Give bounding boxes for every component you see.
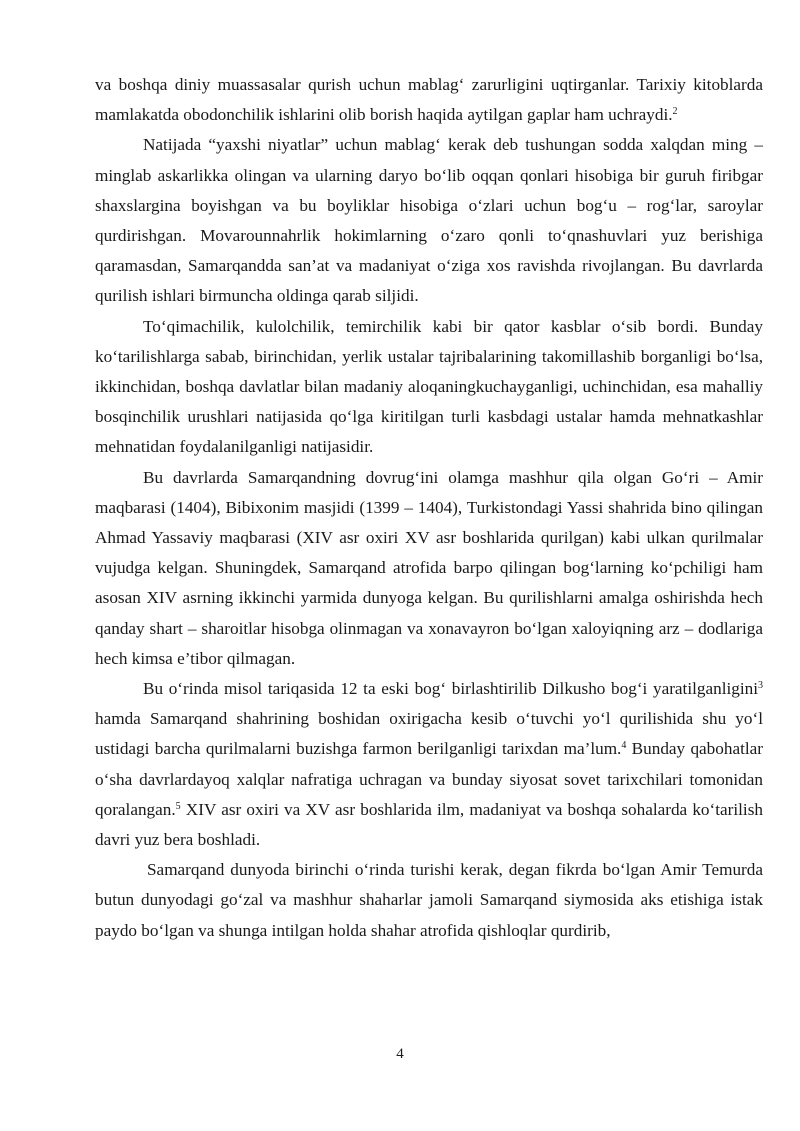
paragraph-4: Bu davrlarda Samarqandning dovrug‘ini olamga mashhur qila olgan Go‘ri – Amir maqbarasi (1404), Bibixonim masjidi (1399 – 1404), Turkistondagi Yassi shahrida bino qilingan Ahmad Yassaviy maqbarasi (XIV asr oxiri XV asr boshlarida qurilgan) kabi ulkan qurilmalar vujudga kelgan. Shuningdek, Samarqand atrofida barpo qilingan bog‘larning ko‘pchiligi ham asosan XIV asrning ikkinchi yarmida dunyoga kelgan. Bu qurilishlarni amalga oshirishda hech qanday shart – sharoitlar hisobga olinmagan va xonavayron bo‘lgan xaloyiqning arz – dodlariga hech kimsa e’tibor qilmagan. — [95, 467, 763, 668]
paragraph-5-text-d: XIV asr oxiri va XV asr boshlarida ilm, madaniyat va boshqa sohalarda ko‘tarilish davri yuz bera boshladi. — [95, 799, 763, 850]
footnote-ref-5[interactable]: 5 — [175, 800, 181, 812]
footnote-ref-3[interactable]: 3 — [758, 680, 763, 692]
paragraph-5 — [95, 674, 763, 855]
paragraph-5-text-a: Bu o‘rinda misol tariqasida 12 ta eski bog‘ birlashtirilib Dilkusho bog‘i yaratilganligini — [143, 679, 758, 699]
paragraph-3: To‘qimachilik, kulolchilik, temirchilik kabi bir qator kasblar o‘sib bordi. Bunday ko‘tarilishlarga sabab, birinchidan, yerlik ustalar tajribalarining takomillashib borganligi bo‘lsa, ikkinchidan, boshqa davlatlar bilan madaniy aloqaningkuchayganligi, uchinchidan, esa mahalliy bosqinchilik urushlari natijasida qo‘lga kiritilgan turli kasbdagi ustalar hamda mehnatkashlar mehnatidan foydalanilganligi natijasidir. — [95, 316, 763, 457]
footnote-ref-4[interactable]: 4 — [621, 740, 627, 752]
paragraph-5-text-c: Bunday qabohatlar o‘sha davrlardayoq xalqlar nafratiga uchragan va bunday siyosat sovet tarixchilari tomonidan qoralangan. — [95, 739, 763, 819]
document-page — [95, 70, 763, 946]
paragraph-1 — [95, 70, 763, 130]
paragraph-5-text-b: hamda Samarqand shahrining boshidan oxirigacha kesib o‘tuvchi yo‘l qurilishida shu yo‘l ustidagi barcha qurilmalarni buzishga farmon berilganligi tarixdan ma’lum. — [95, 709, 763, 759]
footnote-ref-2[interactable]: 2 — [672, 106, 678, 118]
page-number: 4 — [396, 1046, 404, 1062]
paragraph-6: Samarqand dunyoda birinchi o‘rinda turishi kerak, degan fikrda bo‘lgan Amir Temurda butun dunyodagi go‘zal va mashhur shaharlar jamoli Samarqand siymosida aks etishiga istak paydo bo‘lgan va shunga intilgan holda shahar atrofida qishloqlar qurdirib, — [95, 860, 763, 940]
paragraph-1-text: va boshqa diniy muassasalar qurish uchun mablag‘ zarurligini uqtirganlar. Tarixiy kitoblarda mamlakatda obodonchilik ishlarini olib borish haqida aytilgan gaplar ham uchraydi. — [95, 75, 763, 125]
paragraph-2: Natijada “yaxshi niyatlar” uchun mablag‘ kerak deb tushungan sodda xalqdan ming – minglab askarlikka olingan va ularning daryo bo‘lib oqqan qonlari hisobiga bir guruh firibgar shaxslargina boyishgan va bu boyliklar hisobiga o‘zlari uchun bog‘u – rog‘lar, saroylar qurdirishgan. Movarounnahrlik hokimlarning o‘zaro qonli to‘qnashuvlari yuz berishiga qaramasdan, Samarqandda san’at va madaniyat o‘ziga xos ravishda rivojlangan. Bu davrlarda qurilish ishlari birmuncha oldinga qarab siljidi. — [95, 135, 763, 306]
